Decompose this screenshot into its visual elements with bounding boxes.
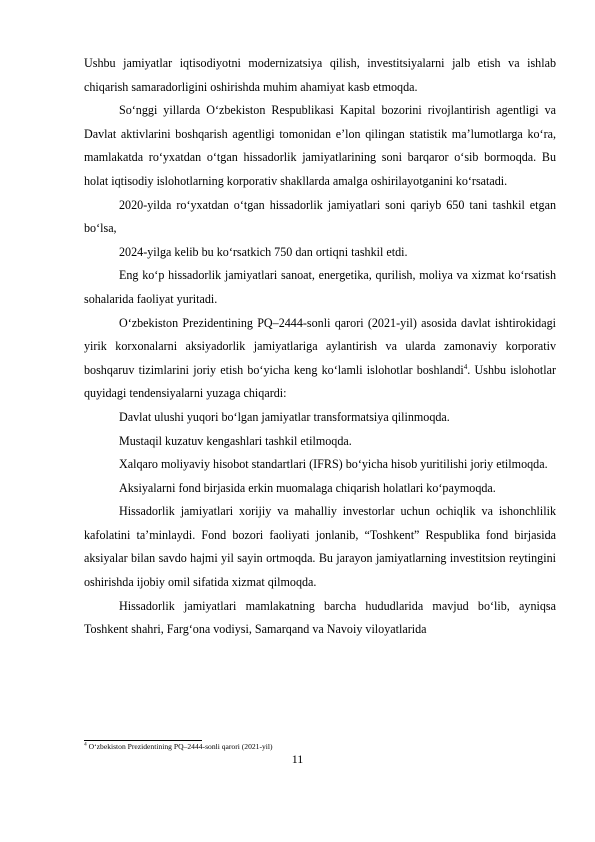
footnote-divider [84,740,202,741]
paragraph-10: Aksiyalarni fond birjasida erkin muomalaga chiqarish holatlari ko‘paymoqda. [119,480,496,495]
footnote-reference[interactable]: 4 [463,362,468,371]
paragraph-5: Eng ko‘p hissadorlik jamiyatlari sanoat, energetika, qurilish, moliya va xizmat ko‘rsatish sohalarida faoliyat yuritadi. [84,268,556,306]
paragraph-3: 2020-yilda ro‘yxatdan o‘tgan hissadorlik jamiyatlari soni qariyb 650 tani tashkil etgan bo‘lsa, [84,197,556,236]
paragraph-1: Ushbu jamiyatlar iqtisodiyotni modernizatsiya qilish, investitsiyalarni jalb etish va ishlab chiqarish samaradorligini oshirishda muhim ahamiyat kasb etmoqda. [84,56,556,94]
footnote-text: O‘zbekiston Prezidentining PQ–2444-sonli qarori (2021-yil) [86,742,273,751]
footnote-marker: 4 [84,741,87,748]
paragraph-8: Mustaqil kuzatuv kengashlari tashkil etilmoqda. [119,433,352,448]
paragraph-6-continuation: . Ushbu islohotlar quyidagi tendensiyalarni yuzaga chiqardi: [84,362,556,401]
paragraph-11: Hissadorlik jamiyatlari xorijiy va mahalliy investorlar uchun ochiqlik va ishonchlilik kafolatini ta’minlaydi. Fond bozori faoliyati jonlanib, “Toshkent” Respublika fond birjasida aksiyalar bilan savdo hajmi yil sayin ortmoqda. Bu jarayon jamiyatlarning investitsion reytingini oshirishda ijobiy omil sifatida xizmat qilmoqda. [84,504,556,590]
page-number: 11 [291,752,304,766]
document-body [84,52,556,642]
paragraph-4: 2024-yilga kelib bu ko‘rsatkich 750 dan ortiqni tashkil etdi. [119,244,408,259]
paragraph-9: Xalqaro moliyaviy hisobot standartlari (IFRS) bo‘yicha hisob yuritilishi joriy etilmoqda. [119,457,548,472]
paragraph-6 [84,312,556,406]
paragraph-6-text: O‘zbekiston Prezidentining PQ–2444-sonli qarori (2021-yil) asosida davlat ishtirokidagi yirik korxonalarni aksiyadorlik jamiyatlariga aylantirish va ularda zamonaviy korporativ boshqaruv tizimlarini joriy etish bo‘yicha keng ko‘lamli islohotlar boshlandi [84,315,556,377]
footnote [84,742,556,752]
paragraph-12: Hissadorlik jamiyatlari mamlakatning barcha hududlarida mavjud bo‘lib, ayniqsa Toshkent shahri, Farg‘ona vodiysi, Samarqand va Navoiy viloyatlarida [84,598,556,637]
paragraph-7: Davlat ulushi yuqori bo‘lgan jamiyatlar transformatsiya qilinmoqda. [119,409,450,424]
paragraph-2: So‘nggi yillarda O‘zbekiston Respublikasi Kapital bozorini rivojlantirish agentligi va Davlat aktivlarini boshqarish agentligi tomonidan e’lon qilingan statistik ma’lumotlarga ko‘ra, mamlakatda ro‘yxatdan o‘tgan hissadorlik jamiyatlarining soni barqaror o‘sib bormoqda. Bu holat iqtisodiy islohotlarning korporativ shakllarda amalga oshirilayotganini ko‘rsatadi. [84,103,556,188]
